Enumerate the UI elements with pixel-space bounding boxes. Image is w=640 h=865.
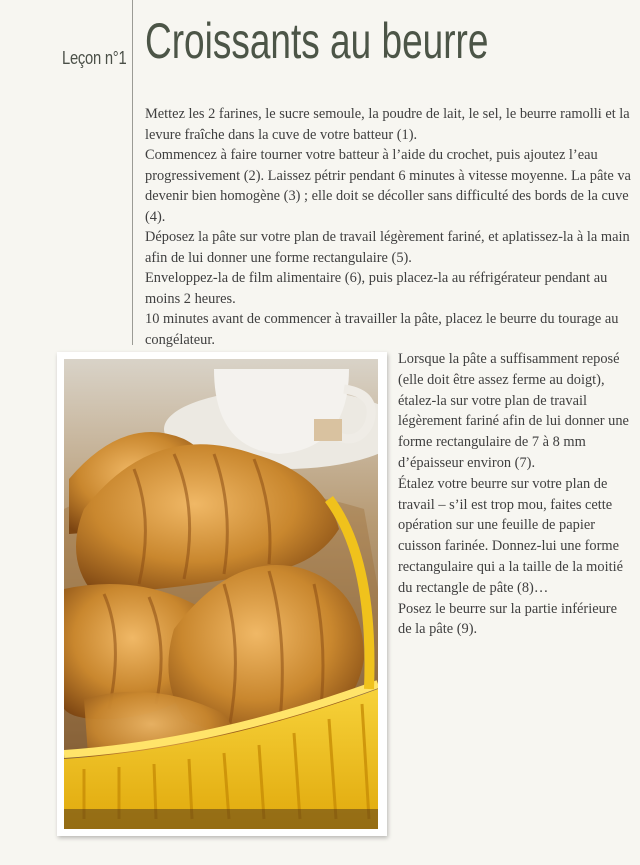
croissant-photo [64, 359, 378, 829]
page-title: Croissants au beurre [145, 13, 489, 69]
paragraph: Enveloppez-la de film alimentaire (6), puis placez-la au réfrigérateur pendant au moins 2 heures. [145, 270, 608, 307]
vertical-rule [132, 0, 133, 345]
paragraph: Mettez les 2 farines, le sucre semoule, la poudre de lait, le sel, le beurre ramolli et la levure fraîche dans la cuve de votre batteur (1). [145, 106, 630, 143]
paragraph: Commencez à faire tourner votre batteur à l’aide du crochet, puis ajoutez l’eau progressivement (2). Laissez pétrir pendant 6 minutes à vitesse moyenne. La pâte va devenir bien homogène (3) ; elle doit se décoller sans difficulté des bords de la cuve (4). [145, 147, 631, 225]
intro-text [145, 104, 635, 350]
paragraph: 10 minutes avant de commencer à travailler la pâte, placez le beurre du tourage au congélateur. [145, 311, 619, 348]
croissant-basket-illustration [64, 359, 378, 829]
paragraph: Déposez la pâte sur votre plan de travail légèrement fariné, et aplatissez-la à la main afin de lui donner une forme rectangulaire (5). [145, 229, 630, 266]
paragraph: Posez le beurre sur la partie inférieure de la pâte (9). [398, 600, 617, 638]
side-text [398, 349, 633, 640]
paragraph: Lorsque la pâte a suffisamment reposé (elle doit être assez ferme au doigt), étalez-la sur votre plan de travail légèrement fariné afin de lui donner une forme rectangulaire de 7 à 8 mm d’épaisseur environ (7). [398, 351, 629, 471]
paragraph: Étalez votre beurre sur votre plan de travail – s’il est trop mou, faites cette opération sur une feuille de papier cuisson farinée. Donnez-lui une forme rectangulaire qui a la taille de la moitié du rectangle de pâte (8)… [398, 475, 623, 596]
lesson-label: Leçon n°1 [62, 48, 127, 68]
